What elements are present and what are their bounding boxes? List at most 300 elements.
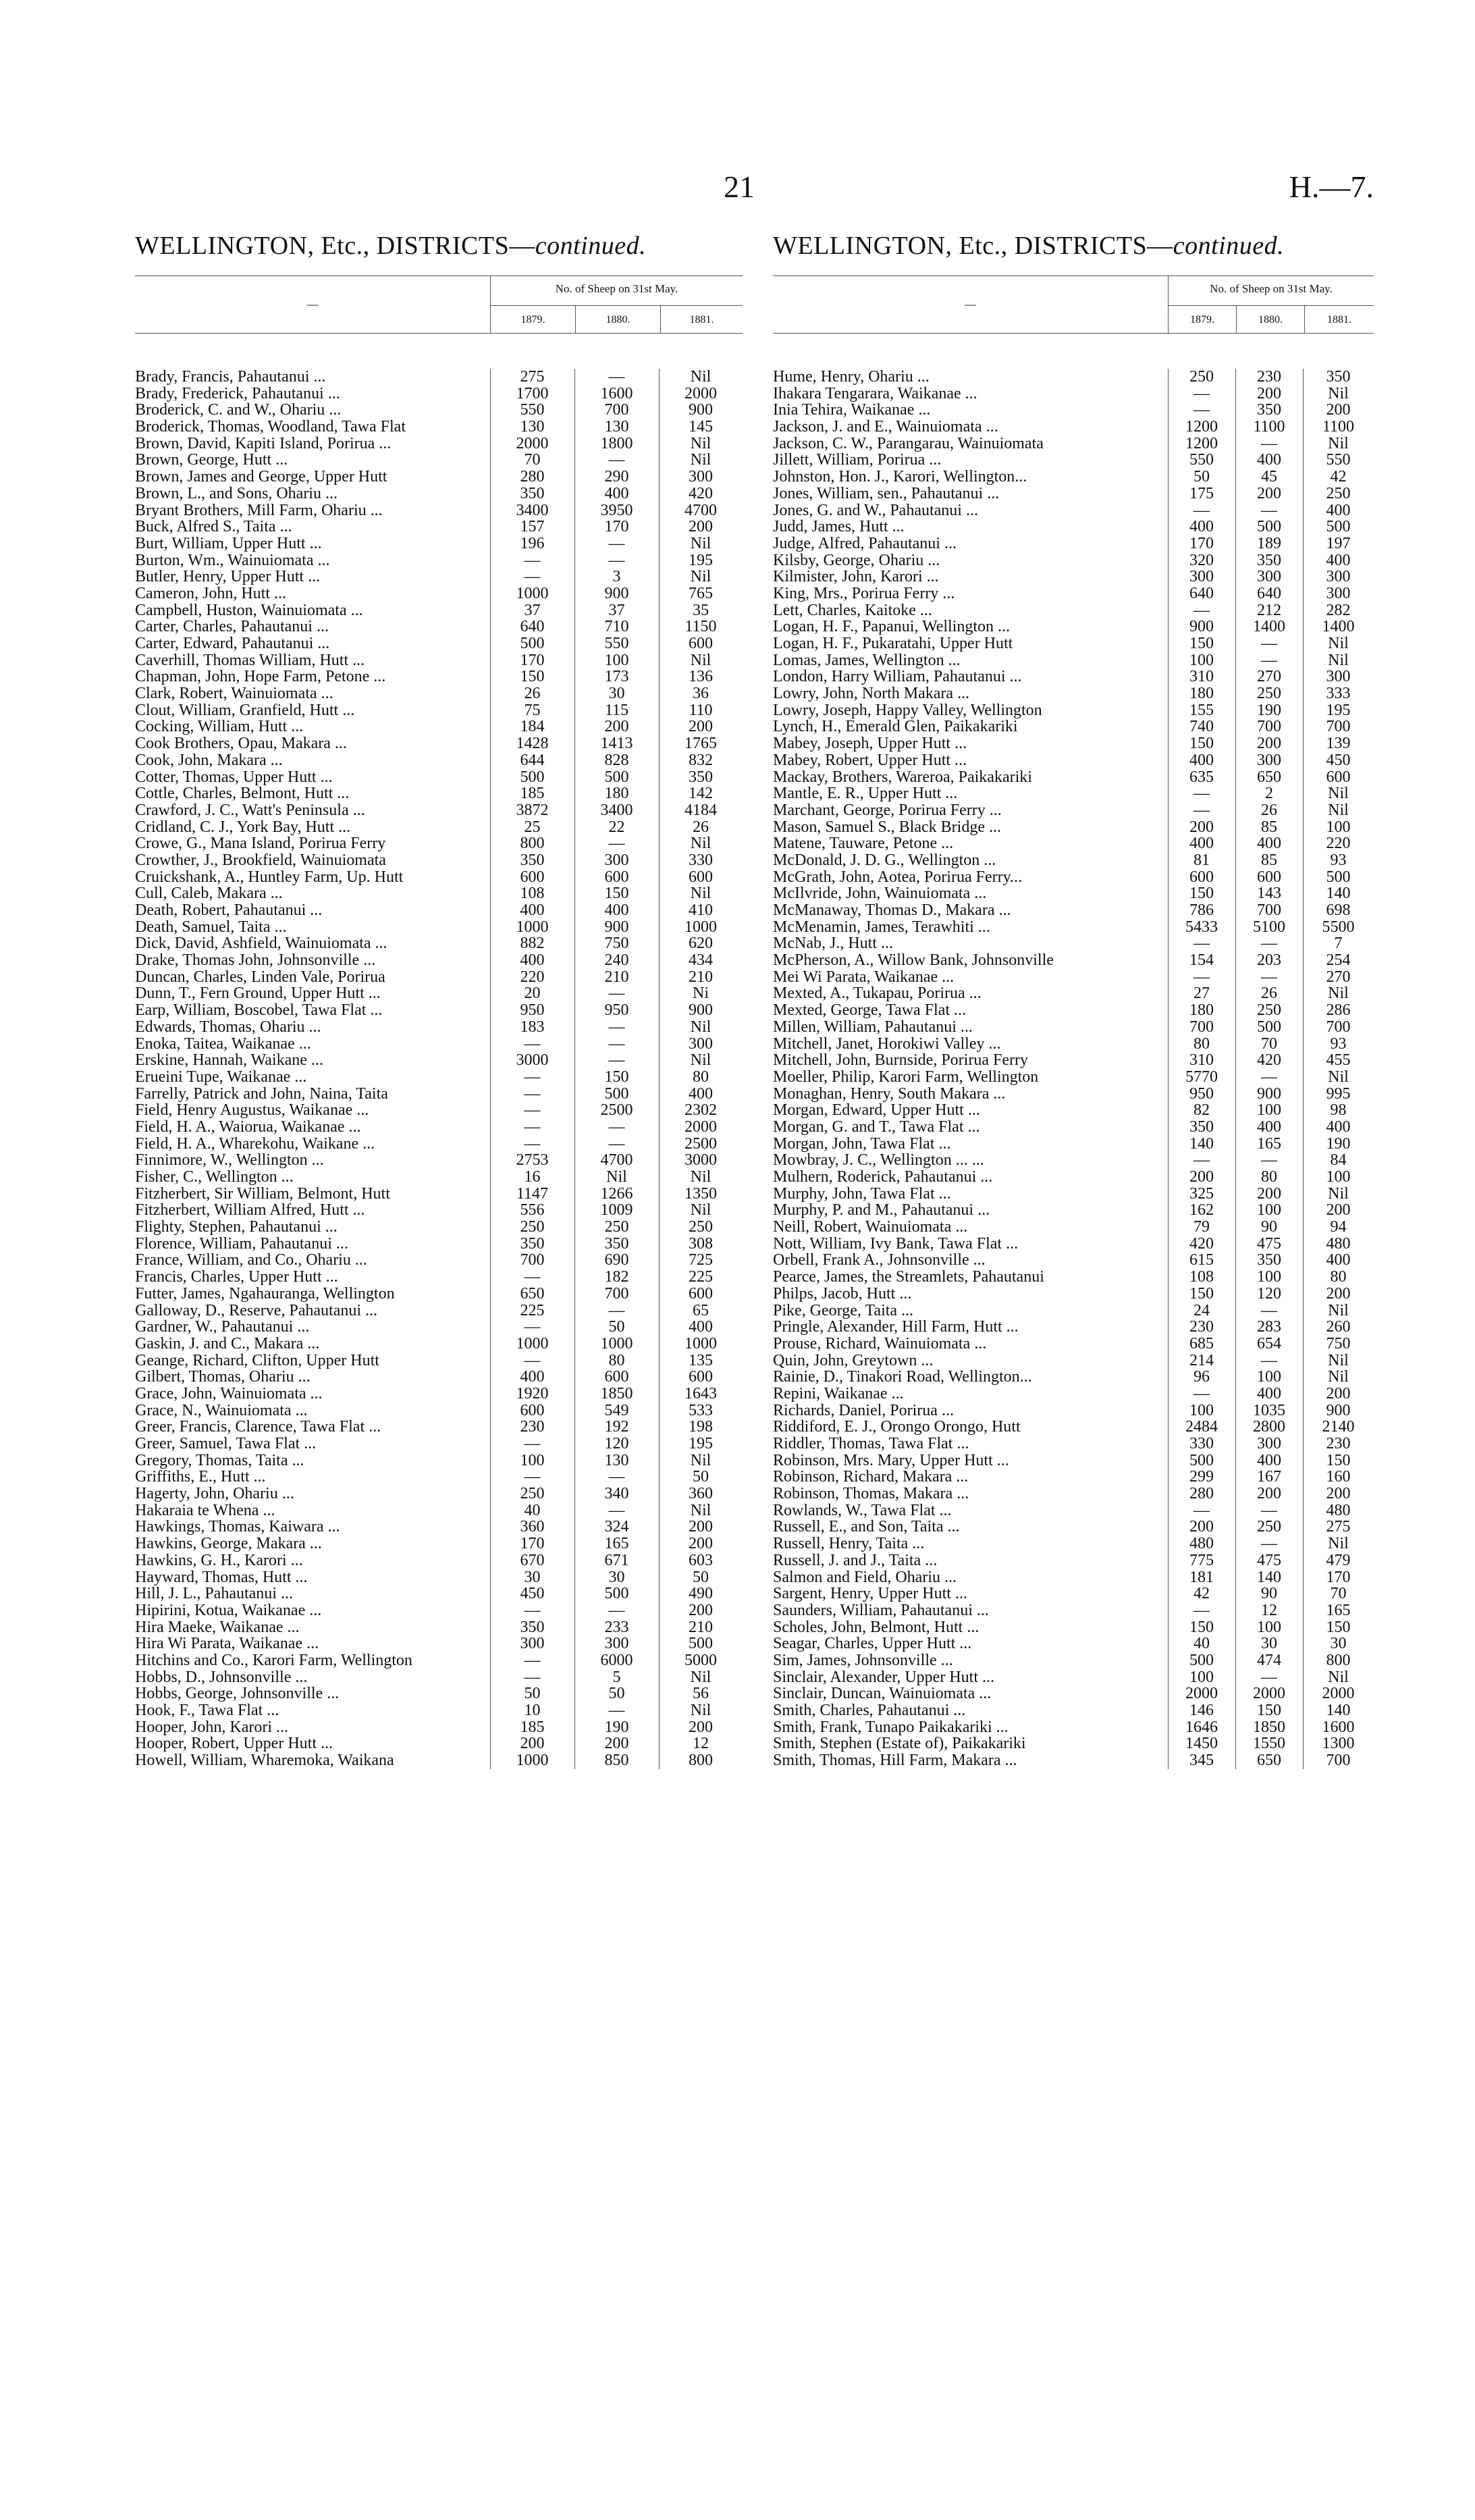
table-row [773,835,1374,852]
sheep-count-1880: 100 [1257,1268,1281,1286]
owner-name: Riddiford, E. J., Orongo Orongo, Hutt [773,1419,1021,1436]
sheep-count-1879: 330 [1189,1435,1214,1452]
sheep-count-1879: 37 [524,601,541,619]
sheep-count-1880: 828 [604,751,629,769]
sheep-count-1879: 900 [1189,618,1214,636]
table-row [773,552,1374,569]
sheep-count-1881: 500 [1326,868,1351,886]
sheep-count-1881: 65 [693,1301,709,1319]
sheep-count-1879: 70 [524,451,541,469]
sheep-count-1880: 300 [604,1635,629,1653]
sheep-count-1879: — [524,1101,541,1120]
table-row [773,519,1374,535]
owner-name: Marchant, George, Porirua Ferry ... [773,802,1002,819]
table-row [135,1436,743,1452]
owner-name: Gaskin, J. and C., Makara ... [135,1335,320,1353]
owner-name: Smith, Frank, Tunapo Paikakariki ... [773,1718,1009,1736]
sheep-count-1879: 27 [1194,985,1210,1003]
sheep-count-1881: 1000 [685,1334,717,1353]
sheep-count-1880: 170 [604,518,629,536]
sheep-count-1880: — [608,1051,625,1070]
sheep-count-1879: 225 [520,1301,545,1319]
sheep-count-1880: 900 [604,584,629,602]
sheep-count-1880: 26 [1261,801,1277,819]
sheep-count-1880: 500 [604,768,629,786]
sheep-count-1881: 195 [1326,701,1351,719]
owner-name: Mulhern, Roderick, Pahautanui ... [773,1169,993,1186]
sheep-count-1881: 165 [1326,1601,1351,1619]
sheep-count-1881: 254 [1326,951,1351,970]
table-row [135,602,743,619]
table-row [773,985,1374,1002]
sheep-count-1879: 80 [1194,1034,1210,1053]
owner-name: Jones, G. and W., Pahautanui ... [773,502,978,519]
sheep-count-1880: 900 [1257,1084,1281,1103]
table-row [135,1002,743,1019]
table-row [773,1535,1374,1552]
sheep-count-1881: Nil [1328,651,1349,669]
sheep-count-1880: 400 [1257,451,1281,469]
table-row [773,1369,1374,1386]
table-row [773,436,1374,452]
owner-name: Hipirini, Kotua, Waikanae ... [135,1602,322,1619]
sheep-count-1879: 882 [520,935,545,953]
sheep-count-1880: 3950 [600,501,633,519]
column-rule [574,369,575,1769]
sheep-count-1879: 500 [520,635,545,652]
sheep-count-1880: — [1261,1151,1277,1170]
owner-name: Buck, Alfred S., Taita ... [135,519,292,535]
table-row [135,1169,743,1186]
table-row [135,436,743,452]
owner-name: Hawkings, Thomas, Kaiwara ... [135,1519,340,1536]
sheep-count-1880: — [608,1301,625,1319]
owner-name: Brown, David, Kapiti Island, Porirua ... [135,435,392,452]
sheep-count-1880: 900 [604,918,629,936]
sheep-count-1880: 26 [1261,985,1277,1003]
sheep-count-1880: 850 [604,1752,629,1770]
sheep-count-1881: 93 [1330,851,1347,869]
sheep-count-1880: — [608,1501,625,1519]
table-row [773,1552,1374,1569]
sheep-count-1880: 173 [604,668,629,686]
table-row [135,1136,743,1153]
sheep-count-1880: 475 [1257,1234,1281,1253]
owner-name: Repini, Waikanae ... [773,1385,904,1402]
table-row [773,1402,1374,1419]
sheep-count-1880: 1850 [600,1384,633,1402]
owner-name: Rainie, D., Tinakori Road, Wellington... [773,1369,1032,1386]
sheep-count-1879: 150 [1189,885,1214,903]
sheep-count-1881: 300 [1326,584,1351,602]
sheep-count-1879: 400 [1189,751,1214,769]
sheep-count-1879: 650 [520,1284,545,1303]
owner-name: Seagar, Charles, Upper Hutt ... [773,1635,972,1652]
sheep-count-1881: 7 [1334,935,1343,953]
sheep-count-1879: — [524,1468,541,1486]
sheep-count-1880: 250 [604,1218,629,1236]
sheep-count-1879: 2753 [516,1151,549,1170]
sheep-count-1880: 30 [608,1568,625,1586]
owner-name: Gilbert, Thomas, Ohariu ... [135,1369,311,1386]
owner-name: Millen, William, Pahautanui ... [773,1018,973,1036]
sheep-count-1880: 165 [1257,1134,1281,1153]
sheep-count-1881: 1643 [685,1384,717,1402]
table-row [773,1252,1374,1269]
owner-name: Saunders, William, Pahautanui ... [773,1602,989,1619]
owner-name: Fitzherbert, William Alfred, Hutt ... [135,1202,365,1219]
owner-name: Murphy, P. and M., Pahautanui ... [773,1202,990,1219]
sheep-count-1880: 130 [604,418,629,436]
table-row [135,1602,743,1619]
sheep-count-1880: 140 [1257,1568,1281,1586]
sheep-count-1880: 650 [1257,1752,1281,1770]
table-row [773,1353,1374,1369]
sheep-count-1880: — [1261,1668,1277,1686]
sheep-count-1881: 150 [1326,1451,1351,1469]
sheep-count-1881: 2000 [685,1118,717,1136]
sheep-count-1880: — [608,985,625,1003]
owner-name: Jillett, William, Porirua ... [773,452,942,469]
sheep-count-1879: 100 [1189,651,1214,669]
sheep-count-1880: 85 [1261,818,1277,836]
sheep-count-1881: Nil [1328,1668,1349,1686]
table-row [135,652,743,669]
table-row [773,1286,1374,1303]
sheep-count-1881: 600 [689,635,713,652]
sheep-count-1880: 400 [1257,1451,1281,1469]
table-row [773,1236,1374,1253]
table-row [773,1719,1374,1736]
table-row [135,535,743,552]
table-row [135,1353,743,1369]
sheep-count-1881: Nil [1328,1184,1349,1203]
table-row [135,386,743,402]
sheep-count-1880: 150 [604,1068,629,1086]
sheep-count-1881: 190 [1326,1134,1351,1153]
sheep-count-1879: 82 [1194,1101,1210,1120]
sheep-count-1881: 300 [689,1034,713,1053]
sheep-count-1881: Nil [690,568,712,586]
sheep-count-1881: 400 [689,1084,713,1103]
sheep-count-1881: 136 [689,668,713,686]
table-row [135,485,743,502]
right-heading: WELLINGTON, Etc., DISTRICTS—continued. [773,232,1285,260]
sheep-count-1881: Nil [690,1201,712,1219]
sheep-count-1881: 220 [1326,835,1351,853]
sheep-count-1880: 100 [1257,1618,1281,1636]
sheep-count-1879: 170 [520,651,545,669]
sheep-count-1881: 725 [689,1251,713,1269]
owner-name: Brady, Francis, Pahautanui ... [135,369,326,386]
table-row [773,1036,1374,1053]
owner-name: Edwards, Thomas, Ohariu ... [135,1018,321,1036]
sheep-count-1880: 549 [604,1401,629,1419]
sheep-count-1881: 140 [1326,1702,1351,1719]
sheep-count-1879: 1646 [1185,1718,1218,1736]
owner-name: Dunn, T., Fern Ground, Upper Hutt ... [135,985,381,1003]
owner-name: Death, Samuel, Taita ... [135,918,287,936]
sheep-count-1879: 230 [1189,1318,1214,1336]
sheep-count-1879: 1200 [1185,434,1218,452]
sheep-count-1879: — [1194,1151,1210,1170]
owner-name: Crawford, J. C., Watt's Peninsula ... [135,802,365,819]
sheep-count-1880: 200 [604,718,629,736]
sheep-count-1881: 195 [689,551,713,569]
sheep-count-1881: 333 [1326,685,1351,703]
owner-name: Lett, Charles, Kaitoke ... [773,602,932,619]
sheep-count-1879: 154 [1189,951,1214,970]
year-header-1879: 1879. [491,306,576,334]
owner-name: Cottle, Charles, Belmont, Hutt ... [135,785,350,802]
owner-name: Fisher, C., Wellington ... [135,1169,294,1186]
sheep-count-1879: 180 [1189,1001,1214,1020]
sheep-count-1879: — [524,1034,541,1053]
sheep-count-1880: 750 [604,935,629,953]
table-row [773,585,1374,602]
sheep-count-1881: Nil [690,1501,712,1519]
owner-name: London, Harry William, Pahautanui ... [773,668,1022,686]
owner-name: Hobbs, D., Johnsonville ... [135,1669,308,1686]
table-row [135,1486,743,1502]
sheep-count-1881: 42 [1330,468,1347,486]
sheep-count-1881: 200 [689,1718,713,1736]
table-row [773,469,1374,485]
sheep-count-1880: 200 [1257,484,1281,502]
owner-name: Dick, David, Ashfield, Wainuiomata ... [135,935,387,953]
sheep-count-1880: 420 [1257,1051,1281,1070]
owner-name: Futter, James, Ngahauranga, Wellington [135,1285,395,1303]
owner-name: Pringle, Alexander, Hill Farm, Hutt ... [773,1319,1019,1336]
owner-name: Duncan, Charles, Linden Vale, Porirua [135,968,385,986]
sheep-count-1881: 1350 [685,1184,717,1203]
sheep-count-1880: 950 [604,1001,629,1020]
sheep-count-1880: — [608,451,625,469]
owner-name: Cameron, John, Hutt ... [135,585,286,602]
sheep-count-1881: 35 [693,601,709,619]
owner-name: Robinson, Mrs. Mary, Upper Hutt ... [773,1452,1009,1469]
sheep-count-1879: 40 [1194,1635,1210,1653]
sheep-count-1880: 700 [1257,718,1281,736]
sheep-count-1880: 400 [604,901,629,919]
table-row [773,369,1374,386]
sheep-count-1879: — [1194,601,1210,619]
sheep-count-1881: Nil [1328,985,1349,1003]
table-row [135,819,743,836]
table-row [135,1552,743,1569]
table-row [773,1069,1374,1086]
table-row [773,1585,1374,1602]
table-row [773,668,1374,685]
sheep-count-1881: 84 [1330,1151,1347,1170]
sheep-count-1879: 81 [1194,851,1210,869]
sheep-count-1880: — [1261,1351,1277,1369]
sheep-count-1879: 1920 [516,1384,549,1402]
sheep-count-1880: 12 [1261,1601,1277,1619]
sheep-count-1880: 1800 [600,434,633,452]
sheep-count-1880: 85 [1261,851,1277,869]
sheep-count-1880: 4700 [600,1151,633,1170]
owner-name: King, Mrs., Porirua Ferry ... [773,585,955,602]
owner-name: Hooper, Robert, Upper Hutt ... [135,1735,333,1753]
sheep-count-1879: 1450 [1185,1735,1218,1753]
sheep-count-1879: 670 [520,1551,545,1569]
sheep-count-1879: 1147 [516,1184,549,1203]
owner-name: Hobbs, George, Johnsonville ... [135,1685,340,1702]
sheep-count-1880: 1550 [1253,1735,1285,1753]
sheep-count-1879: — [1194,384,1210,402]
owner-name: Hooper, John, Karori ... [135,1718,288,1736]
owner-name: Erskine, Hannah, Waikane ... [135,1052,323,1069]
table-row [135,1102,743,1119]
sheep-count-1879: 100 [520,1451,545,1469]
sheep-count-header: No. of Sheep on 31st May. [491,276,743,306]
sheep-count-1880: 233 [604,1618,629,1636]
sheep-count-1880: 1400 [1253,618,1285,636]
table-row [135,635,743,652]
table-row [135,1402,743,1419]
sheep-count-1881: 36 [693,685,709,703]
sheep-count-1879: — [524,1318,541,1336]
owner-name: McGrath, John, Aotea, Porirua Ferry... [773,868,1023,886]
sheep-count-1880: — [608,1468,625,1486]
sheep-count-1879: 150 [1189,1284,1214,1303]
sheep-count-1879: 786 [1189,901,1214,919]
sheep-count-1880: — [1261,1501,1277,1519]
sheep-count-1880: — [608,1018,625,1036]
sheep-count-1879: 162 [1189,1201,1214,1219]
owner-name: Salmon and Field, Ohariu ... [773,1569,957,1586]
sheep-count-1880: 240 [604,951,629,970]
sheep-count-1879: 75 [524,701,541,719]
owner-name: Carter, Edward, Pahautanui ... [135,635,330,652]
table-row [773,769,1374,786]
owner-name: Cull, Caleb, Makara ... [135,885,283,902]
sheep-count-1880: 189 [1257,534,1281,552]
sheep-count-1881: 700 [1326,718,1351,736]
table-row [773,902,1374,919]
sheep-count-1879: 196 [520,534,545,552]
sheep-count-1879: 1000 [516,918,549,936]
table-row [773,1102,1374,1119]
sheep-count-1879: 3872 [516,801,549,819]
sheep-count-1880: — [608,835,625,853]
owner-name: Burton, Wm., Wainuiomata ... [135,552,330,569]
sheep-count-1881: 94 [1330,1218,1347,1236]
right-rows [773,369,1374,1769]
sheep-count-1879: 1000 [516,584,549,602]
year-header-1880: 1880. [1237,306,1305,334]
table-row [135,1219,743,1236]
sheep-count-1881: 900 [689,1001,713,1020]
report-reference: H.—7. [1289,169,1374,204]
sheep-count-1881: 2140 [1322,1418,1355,1436]
sheep-count-1880: 2500 [600,1101,633,1120]
sheep-count-1879: 350 [1189,1118,1214,1136]
sheep-count-1880: 2000 [1253,1685,1285,1703]
sheep-count-1881: 330 [689,851,713,869]
table-row [135,1186,743,1203]
name-column-header: — [773,276,1169,334]
owner-name: Erueini Tupe, Waikanae ... [135,1068,307,1086]
left-rows [135,369,743,1769]
sheep-count-1881: 200 [1326,1201,1351,1219]
owner-name: Francis, Charles, Upper Hutt ... [135,1269,338,1286]
sheep-count-1879: 300 [520,1635,545,1653]
table-row [135,1669,743,1686]
owner-name: Mackay, Brothers, Wareroa, Paikakariki [773,768,1032,786]
sheep-count-1880: 550 [604,635,629,652]
sheep-count-1881: 225 [689,1268,713,1286]
sheep-count-1881: 200 [689,1601,713,1619]
column-rule [1168,369,1169,1769]
table-row [773,1186,1374,1203]
table-row [135,1269,743,1286]
sheep-count-1881: 2500 [685,1134,717,1153]
owner-name: Pearce, James, the Streamlets, Pahautanui [773,1269,1044,1286]
owner-name: Brown, James and George, Upper Hutt [135,469,387,485]
table-row [773,1386,1374,1402]
owner-name: Russell, Henry, Taita ... [773,1535,925,1552]
table-row [773,885,1374,902]
owner-name: Hume, Henry, Ohariu ... [773,369,930,386]
table-row [135,585,743,602]
owner-name: Jackson, C. W., Parangarau, Wainuiomata [773,435,1044,452]
table-row [135,952,743,969]
owner-name: Sinclair, Duncan, Wainuiomata ... [773,1685,992,1702]
table-row [135,419,743,436]
sheep-count-1881: 200 [689,1518,713,1536]
owner-name: Smith, Thomas, Hill Farm, Makara ... [773,1752,1017,1769]
owner-name: Enoka, Taitea, Waikanae ... [135,1035,311,1053]
sheep-count-1880: 165 [604,1535,629,1553]
owner-name: Moeller, Philip, Karori Farm, Wellington [773,1068,1039,1086]
owner-name: Drake, Thomas John, Johnsonville ... [135,952,376,969]
owner-name: Smith, Stephen (Estate of), Paikakariki [773,1735,1026,1753]
owner-name: Galloway, D., Reserve, Pahautanui ... [135,1302,378,1319]
sheep-count-1881: 200 [1326,401,1351,419]
sheep-count-1879: 615 [1189,1251,1214,1269]
sheep-count-1881: Nil [1328,434,1349,452]
sheep-count-1879: 600 [520,1401,545,1419]
sheep-count-1880: 30 [608,685,625,703]
sheep-count-1880: 475 [1257,1551,1281,1569]
table-row [773,952,1374,969]
owner-name: Quin, John, Greytown ... [773,1352,934,1369]
table-row [135,702,743,719]
sheep-count-1879: 220 [520,968,545,986]
sheep-count-1881: 1150 [685,618,717,636]
sheep-count-1880: 192 [604,1418,629,1436]
sheep-count-1880: 200 [1257,1485,1281,1503]
sheep-count-1880: 6000 [600,1651,633,1669]
owner-name: Earp, William, Boscobel, Tawa Flat ... [135,1002,383,1019]
table-row [135,519,743,535]
sheep-count-1881: Nil [1328,384,1349,402]
sheep-count-1879: 3000 [516,1051,549,1070]
sheep-count-1881: Nil [690,835,712,853]
sheep-count-1879: 185 [520,785,545,803]
sheep-count-1881: 250 [1326,484,1351,502]
sheep-count-1880: 150 [1257,1702,1281,1719]
sheep-count-1881: 750 [1326,1334,1351,1353]
sheep-count-1880: — [1261,968,1277,986]
sheep-count-1879: 40 [524,1501,541,1519]
sheep-count-1881: 500 [689,1635,713,1653]
sheep-count-1880: 200 [604,1735,629,1753]
owner-name: Mabey, Robert, Upper Hutt ... [773,752,967,769]
owner-name: McPherson, A., Willow Bank, Johnsonville [773,952,1054,969]
